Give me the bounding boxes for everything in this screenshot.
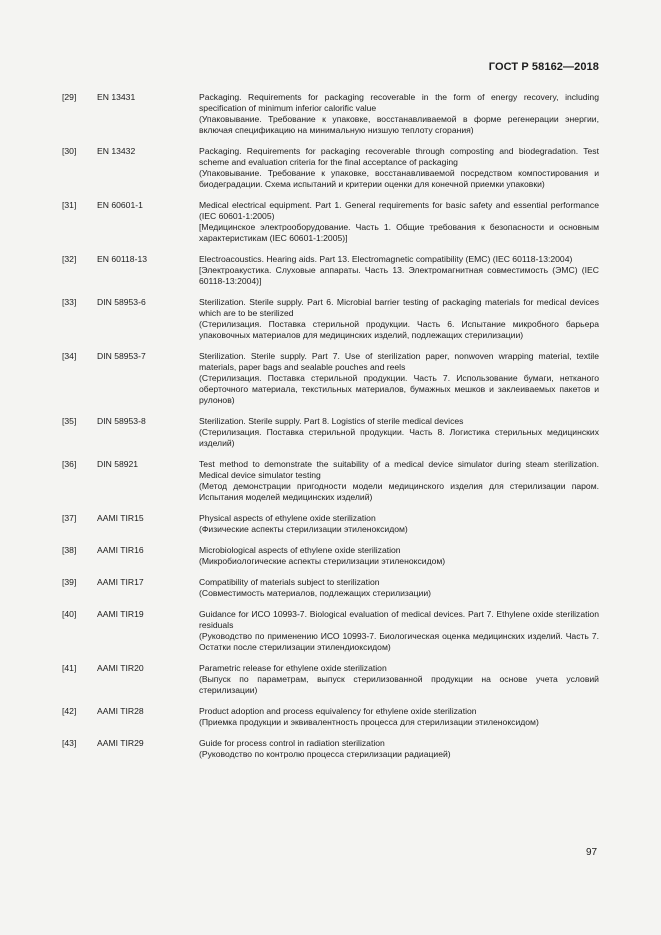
reference-title-ru: (Упаковывание. Требование к упаковке, восстанавливаемой посредством компостирования и биодеградации. Схема испытаний и критерии оценки для конечной приемки упаковки) xyxy=(199,168,599,189)
reference-code: EN 13432 xyxy=(97,146,136,156)
reference-number: [39] xyxy=(62,577,77,587)
reference-code: AAMI TIR29 xyxy=(97,738,144,748)
reference-number: [43] xyxy=(62,738,77,748)
reference-title-ru: (Руководство по контролю процесса стерилизации радиацией) xyxy=(199,749,451,759)
reference-code: DIN 58953-8 xyxy=(97,416,146,426)
reference-title-en: Sterilization. Sterile supply. Part 8. Logistics of sterile medical devices xyxy=(199,416,464,426)
reference-item xyxy=(62,545,599,567)
reference-number: [40] xyxy=(62,609,77,619)
reference-text xyxy=(199,459,599,503)
reference-number: [42] xyxy=(62,706,77,716)
reference-code: DIN 58921 xyxy=(97,459,139,469)
reference-number: [33] xyxy=(62,297,77,307)
reference-item xyxy=(62,254,599,287)
reference-item xyxy=(62,459,599,503)
reference-text xyxy=(199,663,599,696)
reference-number: [37] xyxy=(62,513,77,523)
reference-code: EN 13431 xyxy=(97,92,136,102)
reference-text xyxy=(199,545,599,567)
reference-title-ru: (Руководство по применению ИСО 10993-7. Биологическая оценка медицинских изделий. Часть 7. Остатки после стерилизации этилендиоксидом) xyxy=(199,631,599,652)
reference-text xyxy=(199,254,599,287)
reference-item xyxy=(62,200,599,244)
reference-text xyxy=(199,706,599,728)
reference-title-ru: (Упаковывание. Требование к упаковке, восстанавливаемой в форме регенерации энергии, включая спецификацию на минимальную низшую теплоту сгорания) xyxy=(199,114,599,135)
reference-title-en: Parametric release for ethylene oxide sterilization xyxy=(199,663,387,673)
reference-title-ru: [Электроакустика. Слуховые аппараты. Часть 13. Электромагнитная совместимость (ЭМС) (IEC 60118-13:2004)] xyxy=(199,265,599,286)
reference-item xyxy=(62,297,599,341)
reference-item xyxy=(62,738,599,760)
reference-number: [29] xyxy=(62,92,77,102)
reference-text xyxy=(199,297,599,341)
reference-title-ru: (Метод демонстрации пригодности модели медицинского изделия для стерилизации паром. Испытания моделей медицинских изделий) xyxy=(199,481,599,502)
reference-text xyxy=(199,416,599,449)
reference-title-en: Test method to demonstrate the suitability of a medical device simulator during steam sterilization. Medical device simulator testing xyxy=(199,459,599,480)
reference-title-en: Sterilization. Sterile supply. Part 7. Use of sterilization paper, nonwoven wrapping material, textile materials, paper bags and sealable pouches and reels xyxy=(199,351,599,372)
reference-item xyxy=(62,609,599,653)
reference-item xyxy=(62,663,599,696)
reference-code: DIN 58953-7 xyxy=(97,351,146,361)
reference-item xyxy=(62,351,599,406)
reference-item xyxy=(62,706,599,728)
reference-title-en: Microbiological aspects of ethylene oxide sterilization xyxy=(199,545,401,555)
reference-title-ru: (Физические аспекты стерилизации этиленоксидом) xyxy=(199,524,408,534)
reference-item xyxy=(62,92,599,136)
reference-code: DIN 58953-6 xyxy=(97,297,146,307)
reference-code: AAMI TIR19 xyxy=(97,609,144,619)
reference-title-en: Sterilization. Sterile supply. Part 6. Microbial barrier testing of packaging materials for medical devices which are to be sterilized xyxy=(199,297,599,318)
reference-item xyxy=(62,577,599,599)
reference-title-en: Electroacoustics. Hearing aids. Part 13. Electromagnetic compatibility (EMC) (IEC 60118-13:2004) xyxy=(199,254,573,264)
reference-title-en: Guide for process control in radiation sterilization xyxy=(199,738,385,748)
reference-title-ru: [Медицинское электрооборудование. Часть 1. Общие требования к безопасности и основным характеристикам (IEC 60601-1:2005)] xyxy=(199,222,599,243)
reference-title-ru: (Совместимость материалов, подлежащих стерилизации) xyxy=(199,588,431,598)
reference-number: [36] xyxy=(62,459,77,469)
reference-title-ru: (Стерилизация. Поставка стерильной продукции. Часть 7. Использование бумаги, нетканого оберточного материала, текстильных материалов, бумажных мешков и заклеиваемых пакетов и рулонов) xyxy=(199,373,599,405)
reference-text xyxy=(199,513,599,535)
reference-number: [41] xyxy=(62,663,77,673)
reference-code: AAMI TIR17 xyxy=(97,577,144,587)
reference-text xyxy=(199,609,599,653)
reference-title-ru: (Стерилизация. Поставка стерильной продукции. Часть 8. Логистика стерильных медицинских изделий) xyxy=(199,427,599,448)
reference-number: [34] xyxy=(62,351,77,361)
reference-title-ru: (Микробиологические аспекты стерилизации этиленоксидом) xyxy=(199,556,446,566)
reference-code: EN 60118-13 xyxy=(97,254,148,264)
reference-number: [32] xyxy=(62,254,77,264)
reference-item xyxy=(62,146,599,190)
reference-title-ru: (Приемка продукции и эквивалентность процесса для стерилизации этиленоксидом) xyxy=(199,717,539,727)
reference-item xyxy=(62,416,599,449)
page-number: 97 xyxy=(586,847,598,858)
reference-code: AAMI TIR20 xyxy=(97,663,144,673)
reference-item xyxy=(62,513,599,535)
reference-title-ru: (Стерилизация. Поставка стерильной продукции. Часть 6. Испытание микробного барьера упаковочных материалов для медицинских изделий, подлежащих стерилизации) xyxy=(199,319,599,340)
reference-code: AAMI TIR16 xyxy=(97,545,144,555)
reference-title-en: Packaging. Requirements for packaging recoverable through composting and biodegradation. Test scheme and evaluation criteria for the final acceptance of packaging xyxy=(199,146,599,167)
reference-list xyxy=(62,92,599,770)
reference-text xyxy=(199,146,599,190)
reference-text xyxy=(199,92,599,136)
reference-number: [31] xyxy=(62,200,77,210)
reference-number: [35] xyxy=(62,416,77,426)
document-header: ГОСТ Р 58162—2018 xyxy=(488,61,599,73)
reference-title-en: Compatibility of materials subject to sterilization xyxy=(199,577,380,587)
reference-number: [30] xyxy=(62,146,77,156)
reference-text xyxy=(199,577,599,599)
reference-code: AAMI TIR15 xyxy=(97,513,144,523)
reference-title-en: Physical aspects of ethylene oxide sterilization xyxy=(199,513,376,523)
reference-title-en: Guidance for ИСО 10993-7. Biological evaluation of medical devices. Part 7. Ethylene oxide sterilization residuals xyxy=(199,609,599,630)
reference-title-en: Product adoption and process equivalency for ethylene oxide sterilization xyxy=(199,706,477,716)
reference-title-en: Packaging. Requirements for packaging recoverable in the form of energy recovery, including specification of minimum inferior calorific value xyxy=(199,92,599,113)
reference-title-en: Medical electrical equipment. Part 1. General requirements for basic safety and essential performance (IEC 60601-1:2005) xyxy=(199,200,599,221)
reference-code: AAMI TIR28 xyxy=(97,706,144,716)
reference-number: [38] xyxy=(62,545,77,555)
reference-title-ru: (Выпуск по параметрам, выпуск стерилизованной продукции на основе учета условий стерилизации) xyxy=(199,674,599,695)
reference-text xyxy=(199,351,599,406)
reference-text xyxy=(199,200,599,244)
reference-text xyxy=(199,738,599,760)
reference-code: EN 60601-1 xyxy=(97,200,143,210)
